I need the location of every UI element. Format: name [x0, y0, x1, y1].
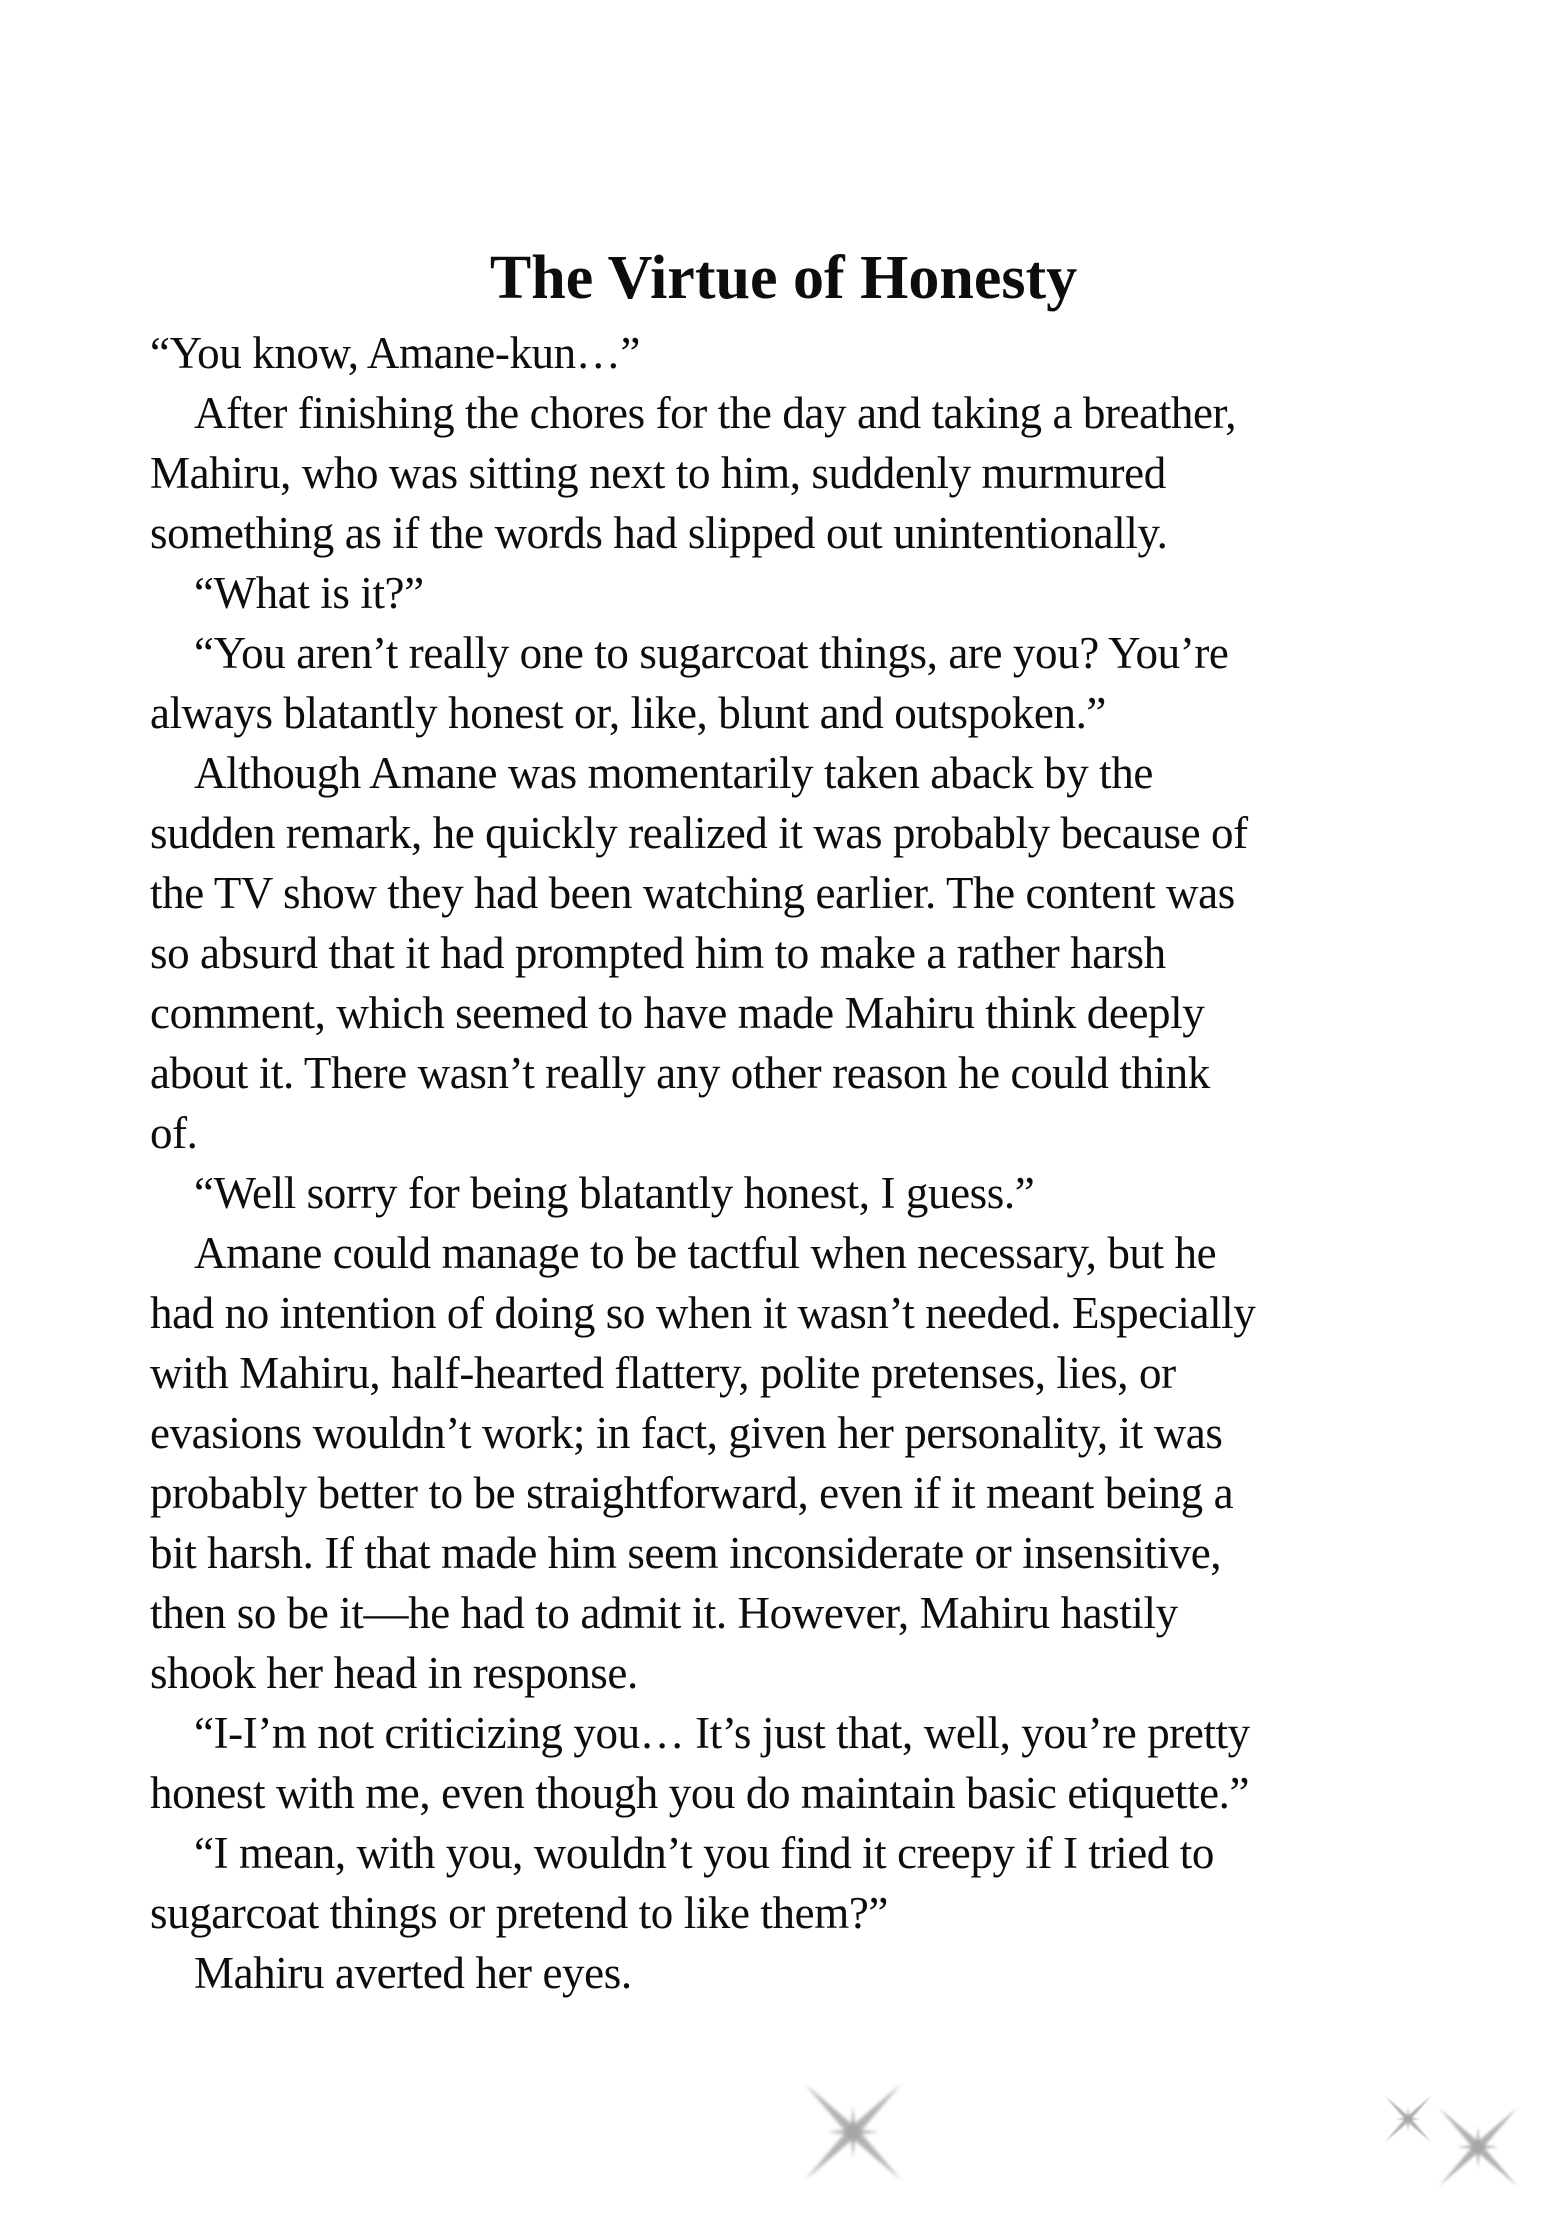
body-text: [150, 323, 1450, 2003]
body-line: Amane could manage to be tactful when necessary, but he: [194, 1228, 1217, 1278]
body-line: After finishing the chores for the day and taking a breather,: [194, 388, 1237, 438]
body-line: had no intention of doing so when it wasn’t needed. Especially: [150, 1288, 1256, 1338]
body-line: “I mean, with you, wouldn’t you find it creepy if I tried to: [194, 1828, 1214, 1878]
sparkle-icon-bottom-center: [805, 2084, 901, 2180]
body-line: comment, which seemed to have made Mahiru think deeply: [150, 988, 1205, 1038]
body-line: so absurd that it had prompted him to make a rather harsh: [150, 928, 1166, 978]
chapter-title: The Virtue of Honesty: [489, 243, 1078, 312]
sparkle-icon-large-right: [1439, 2108, 1517, 2186]
body-line: then so be it—he had to admit it. However, Mahiru hastily: [150, 1588, 1178, 1638]
sparkle-icon-small-right: [1385, 2096, 1431, 2142]
body-line: Mahiru averted her eyes.: [194, 1948, 632, 1998]
body-line: evasions wouldn’t work; in fact, given her personality, it was: [150, 1408, 1223, 1458]
body-line: bit harsh. If that made him seem inconsiderate or insensitive,: [150, 1528, 1222, 1578]
body-line: Although Amane was momentarily taken aback by the: [194, 748, 1153, 798]
body-line: the TV show they had been watching earlier. The content was: [150, 868, 1235, 918]
body-line: “You aren’t really one to sugarcoat things, are you? You’re: [194, 628, 1229, 678]
body-line: of.: [150, 1108, 198, 1158]
body-line: about it. There wasn’t really any other reason he could think: [150, 1048, 1210, 1098]
body-line: shook her head in response.: [150, 1648, 638, 1698]
body-line: “What is it?”: [194, 568, 424, 618]
body-line: honest with me, even though you do maintain basic etiquette.”: [150, 1768, 1250, 1818]
body-line: “I-I’m not criticizing you… It’s just that, well, you’re pretty: [194, 1708, 1250, 1758]
body-line: sugarcoat things or pretend to like them?”: [150, 1888, 888, 1938]
sparkle-decoration-group: [700, 2040, 1567, 2233]
body-line: something as if the words had slipped out unintentionally.: [150, 508, 1168, 558]
body-line: probably better to be straightforward, even if it meant being a: [150, 1468, 1234, 1518]
body-line: always blatantly honest or, like, blunt and outspoken.”: [150, 688, 1107, 738]
body-line: with Mahiru, half-hearted flattery, polite pretenses, lies, or: [150, 1348, 1176, 1398]
body-line: “You know, Amane-kun…”: [150, 328, 640, 378]
body-line: Mahiru, who was sitting next to him, suddenly murmured: [150, 448, 1166, 498]
body-line: “Well sorry for being blatantly honest, I guess.”: [194, 1168, 1035, 1218]
body-line: sudden remark, he quickly realized it was probably because of: [150, 808, 1248, 858]
